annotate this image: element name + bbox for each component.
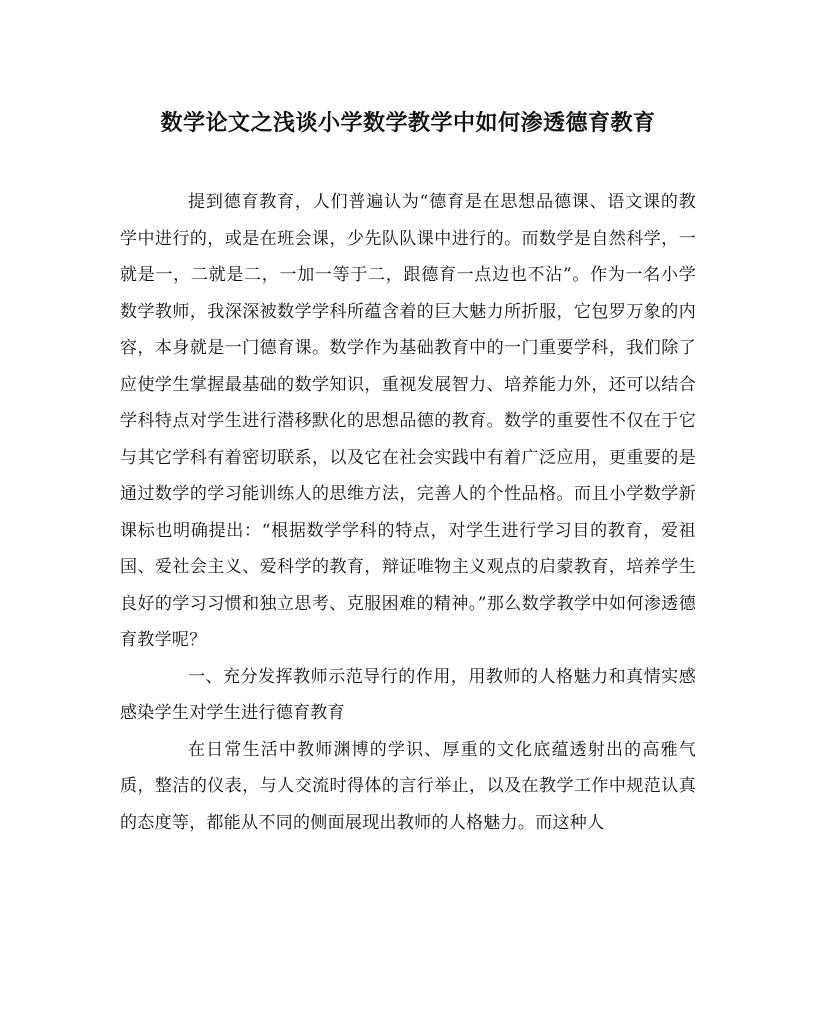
paragraph-intro: 提到德育教育，人们普遍认为“德育是在思想品德课、语文课的教学中进行的，或是在班会课，少先队队课中进行的。而数学是自然科学，一就是一，二就是二，一加一等于二，跟德育一点边也不沾”。作为一名小学数学教师，我深深被数学学科所蕴含着的巨大魅力所折服，它包罗万象的内容，本身就是一门德育课。数学作为基础教育中的一门重要学科，我们除了应使学生掌握最基础的数学知识，重视发展智力、培养能力外，还可以结合学科特点对学生进行潜移默化的思想品德的教育。数学的重要性不仅在于它与其它学科有着密切联系，以及它在社会实践中有着广泛应用，更重要的是通过数学的学习能训练人的思维方法，完善人的个性品格。而且小学数学新课标也明确提出：“根据数学学科的特点，对学生进行学习目的教育，爱祖国、爱社会主义、爱科学的教育，辩证唯物主义观点的启蒙教育，培养学生良好的学习习惯和独立思考、克服困难的精神。”那么数学教学中如何渗透德育教学呢？: [120, 192, 696, 650]
section-heading-1: 一、充分发挥教师示范导行的作用，用教师的人格魅力和真情实感感染学生对学生进行德育教育: [120, 666, 696, 723]
document-title: 数学论文之浅谈小学数学教学中如何渗透德育教育: [160, 110, 656, 136]
paragraph-section-1: 在日常生活中教师渊博的学识、厚重的文化底蕴透射出的高雅气质，整洁的仪表，与人交流时得体的言行举止，以及在教学工作中规范认真的态度等，都能从不同的侧面展现出教师的人格魅力。而这种人: [120, 739, 696, 833]
